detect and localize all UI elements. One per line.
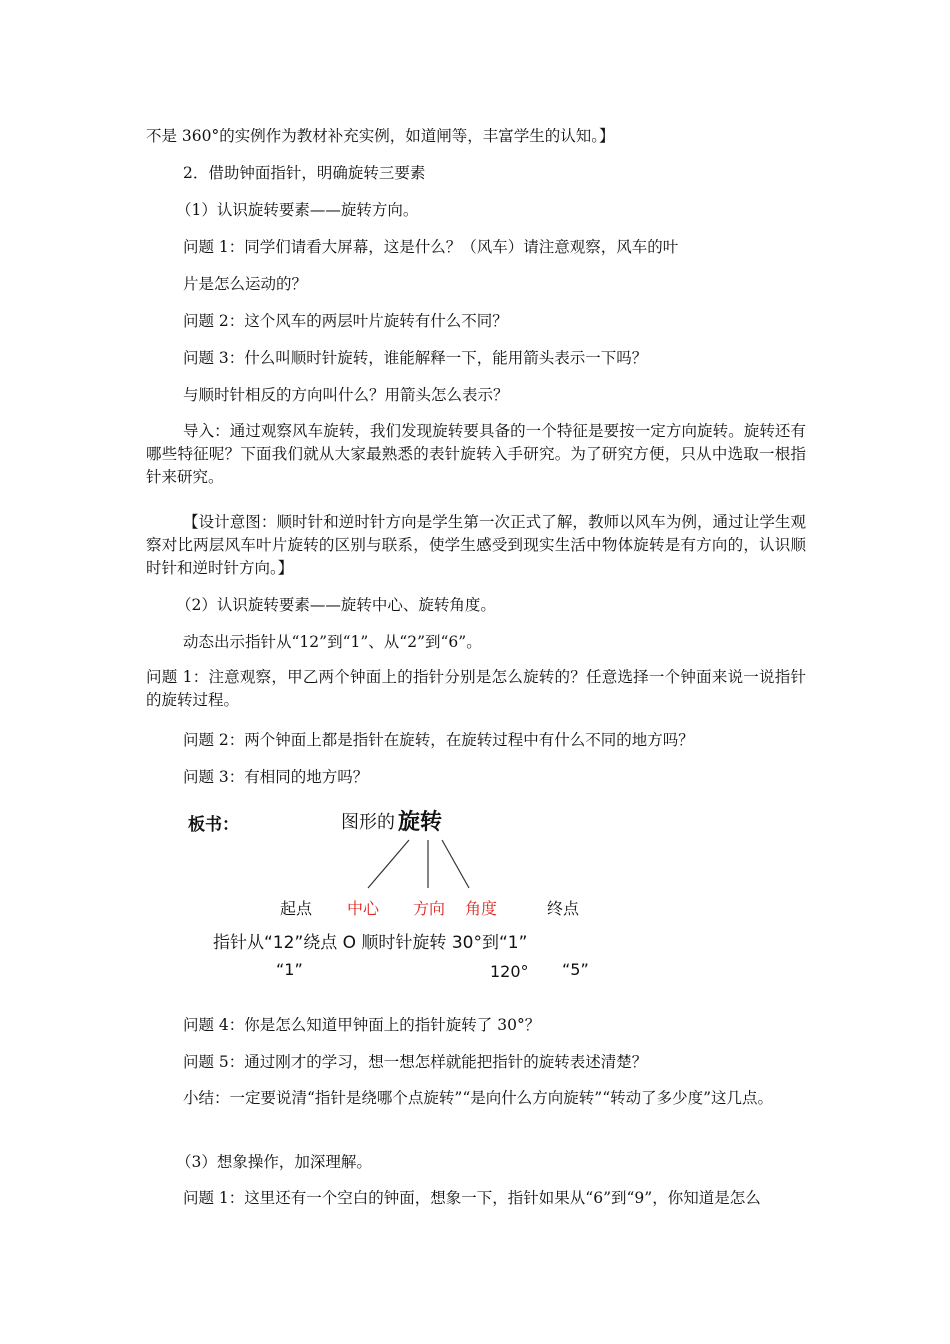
board-center-label: 中心	[347, 899, 380, 918]
board-start-label: 起点	[280, 899, 313, 918]
board-title-main: 旋转	[398, 810, 443, 835]
board-angle-value: 120°	[490, 962, 529, 981]
board-title-prefix: 图形的	[341, 812, 395, 833]
question-line: 问题 3：什么叫顺时针旋转，谁能解释一下，能用箭头表示一下吗？	[183, 349, 648, 367]
board-label: 板书：	[188, 815, 239, 835]
subsection-heading: （2）认识旋转要素——旋转中心、旋转角度。	[176, 596, 496, 614]
question-paragraph: 问题 1：注意观察，甲乙两个钟面上的指针分别是怎么旋转的？任意选择一个钟面来说一说指针的旋转过程。	[146, 668, 806, 709]
subsection-heading: （1）认识旋转要素——旋转方向。	[176, 201, 419, 219]
question-line: 与顺时针相反的方向叫什么？用箭头怎么表示？	[183, 386, 509, 404]
board-sentence: 指针从“12”绕点 O 顺时针旋转 30°到“1”	[213, 933, 528, 953]
question-line: 片是怎么运动的？	[183, 275, 308, 293]
section-heading: 2．借助钟面指针，明确旋转三要素	[183, 164, 426, 182]
subsection-heading: （3）想象操作，加深理解。	[176, 1153, 372, 1171]
design-intent-paragraph: 【设计意图：顺时针和逆时针方向是学生第一次正式了解，教师以风车为例，通过让学生观察对比两层风车叶片旋转的区别与联系，使学生感受到现实生活中物体旋转是有方向的，认识顺时针和逆时针方向。】	[146, 513, 806, 577]
question-line: 问题 2：两个钟面上都是指针在旋转，在旋转过程中有什么不同的地方吗？	[183, 731, 694, 749]
question-line: 问题 1：同学们请看大屏幕，这是什么？（风车）请注意观察，风车的叶	[183, 238, 679, 256]
board-angle-label: 角度	[465, 899, 498, 918]
question-line: 问题 5：通过刚才的学习，想一想怎样就能把指针的旋转表述清楚？	[183, 1053, 648, 1071]
board-end-label: 终点	[547, 899, 580, 918]
question-line: 问题 2：这个风车的两层叶片旋转有什么不同？	[183, 312, 508, 330]
board-direction-label: 方向	[413, 899, 446, 918]
board-end-value: “5”	[562, 960, 589, 979]
question-line: 问题 4：你是怎么知道甲钟面上的指针旋转了 30°？	[183, 1016, 541, 1034]
intro-paragraph: 导入：通过观察风车旋转，我们发现旋转要具备的一个特征是要按一定方向旋转。旋转还有哪些特征呢？下面我们就从大家最熟悉的表针旋转入手研究。为了研究方便，只从中选取一根指针来研究。	[146, 422, 806, 486]
board-start-value: “1”	[276, 960, 303, 979]
text-line: 不是 360°的实例作为教材补充实例，如道闸等，丰富学生的认知。】	[146, 127, 615, 145]
summary-paragraph: 小结：一定要说清“指针是绕哪个点旋转”“是向什么方向旋转”“转动了多少度”这几点。	[183, 1089, 774, 1107]
blackboard-figure	[180, 800, 620, 990]
question-line: 问题 3：有相同的地方吗？	[183, 768, 369, 786]
question-line: 问题 1：这里还有一个空白的钟面，想象一下，指针如果从“6”到“9”，你知道是怎么	[183, 1189, 761, 1207]
text-line: 动态出示指针从“12”到“1”、从“2”到“6”。	[183, 633, 482, 651]
